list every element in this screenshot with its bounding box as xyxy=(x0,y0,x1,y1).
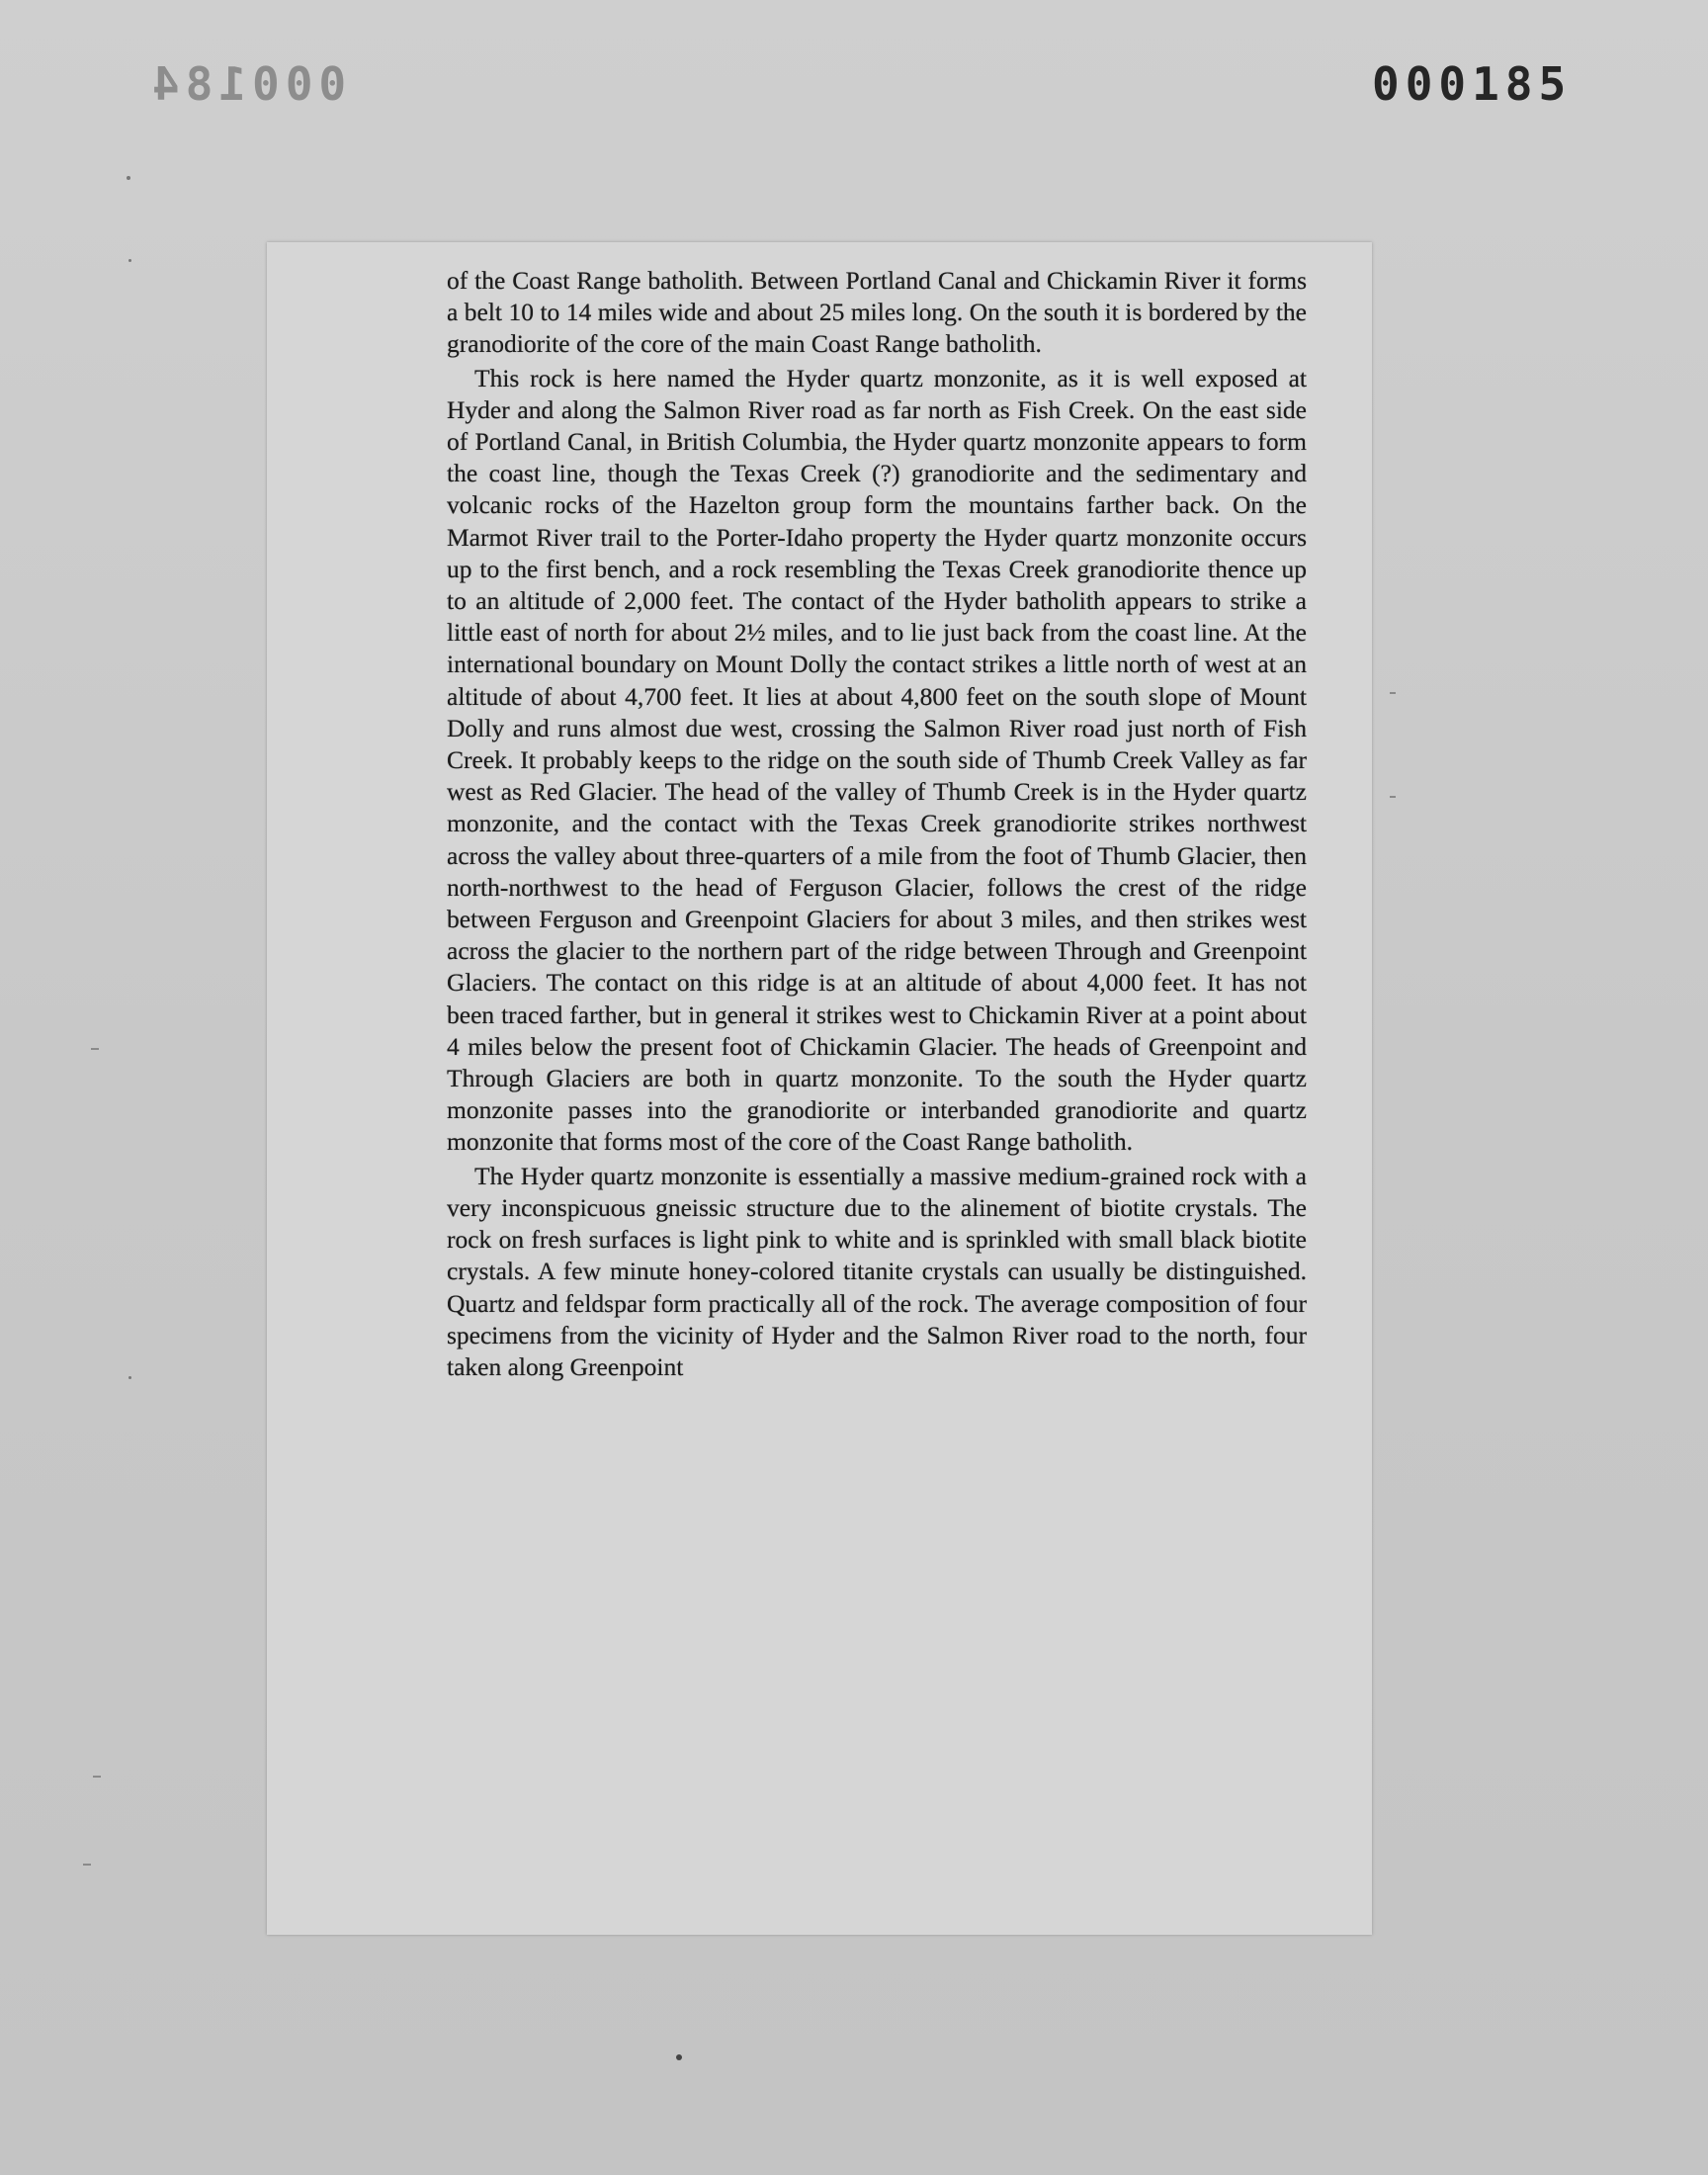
scan-speck xyxy=(676,2054,682,2060)
scan-speck xyxy=(127,176,130,180)
paragraph-2: This rock is here named the Hyder quartz monzonite, as it is well exposed at Hyder and along the Salmon River road as far north as Fish Creek. On the east side of Portland Canal, in British Columbia, the Hyder quartz monzonite appears to form the coast line, though the Texas Creek (?) granodiorite and the sedimentary and volcanic rocks of the Hazelton group form the mountains farther back. On the Marmot River trail to the Porter-Idaho property the Hyder quartz monzonite occurs up to the first bench, and a rock resembling the Texas Creek granodiorite thence up to an altitude of 2,000 feet. The contact of the Hyder batholith appears to strike a little east of north for about 2½ miles, and to lie just back from the coast line. At the international boundary on Mount Dolly the contact strikes a little north of west at an altitude of about 4,700 feet. It lies at about 4,800 feet on the south slope of Mount Dolly and runs almost due west, crossing the Salmon River road just north of Fish Creek. It probably keeps to the ridge on the south side of Thumb Creek Valley as far west as Red Glacier. The head of the valley of Thumb Creek is in the Hyder quartz monzonite, and the contact with the Texas Creek granodiorite strikes northwest across the valley about three-quarters of a mile from the foot of Thumb Glacier, then north-northwest to the head of Ferguson Glacier, follows the crest of the ridge between Ferguson and Greenpoint Glaciers for about 3 miles, and then strikes west across the glacier to the northern part of the ridge between Through and Greenpoint Glaciers. The contact on this ridge is at an altitude of about 4,000 feet. It has not been traced farther, but in general it strikes west to Chickamin River at a point about 4 miles below the present foot of Chickamin Glacier. The heads of Greenpoint and Through Glaciers are both in quartz monzonite. To the south the Hyder quartz monzonite passes into the granodiorite or interbanded granodiorite and quartz monzonite that forms most of the core of the Coast Range batholith. xyxy=(447,363,1307,1157)
bleed-through-page-number: 000184 xyxy=(146,57,347,111)
body-text xyxy=(447,265,1307,1383)
scan-mark xyxy=(1390,796,1396,798)
paragraph-1: of the Coast Range batholith. Between Portland Canal and Chickamin River it forms a belt 10 to 14 miles wide and about 25 miles long. On the south it is bordered by the granodiorite of the core of the main Coast Range batholith. xyxy=(447,266,1307,359)
scan-mark xyxy=(1390,692,1396,694)
scan-mark xyxy=(93,1776,101,1778)
scan-mark xyxy=(83,1864,91,1866)
page-number-stamp: 000185 xyxy=(1372,57,1573,111)
paragraph-3: The Hyder quartz monzonite is essentially a massive medium-grained rock with a very inconspicuous gneissic structure due to the alinement of biotite crystals. The rock on fresh surfaces is light pink to white and is sprinkled with small black biotite crystals. A few minute honey-colored titanite crystals can usually be distinguished. Quartz and feldspar form practically all of the rock. The average composition of four specimens from the vicinity of Hyder and the Salmon River road to the north, four taken along Greenpoint xyxy=(447,1161,1307,1381)
scan-speck xyxy=(128,259,131,262)
scan-mark xyxy=(91,1048,99,1050)
scan-speck xyxy=(128,1376,131,1379)
